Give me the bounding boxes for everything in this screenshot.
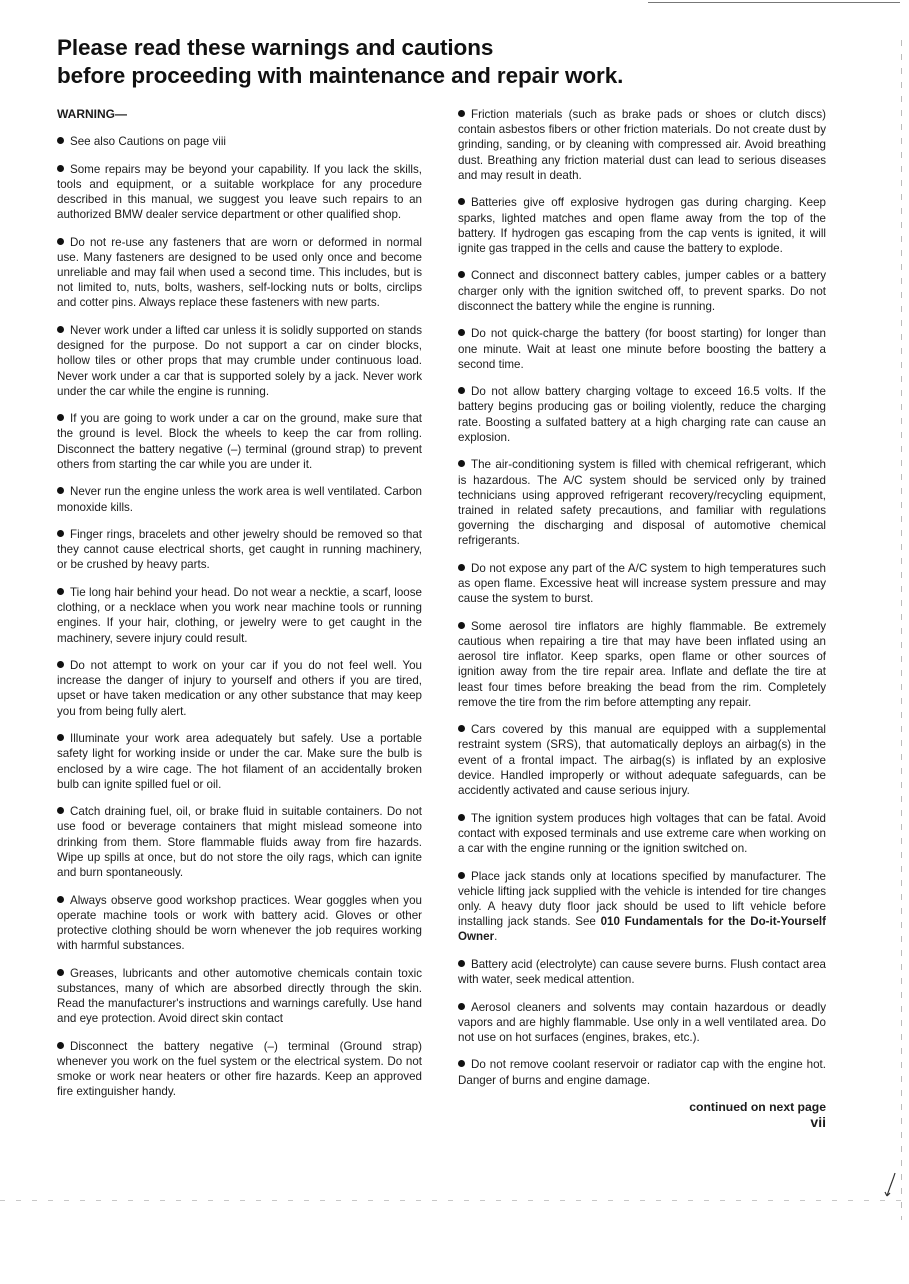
title-line-1: Please read these warnings and cautions bbox=[57, 35, 494, 60]
bullet-icon bbox=[57, 661, 64, 668]
bullet-icon bbox=[458, 329, 465, 336]
bullet-icon bbox=[458, 110, 465, 117]
bullet-icon bbox=[458, 814, 465, 821]
warning-item bbox=[57, 235, 422, 311]
warning-item bbox=[57, 1039, 422, 1100]
warning-item bbox=[458, 1057, 826, 1087]
warning-item bbox=[458, 869, 826, 945]
bullet-icon bbox=[458, 960, 465, 967]
warning-item bbox=[57, 484, 422, 514]
warning-text: Do not quick-charge the battery (for boost starting) for longer than one minute. Wait at least one minute before boosting the battery a second time. bbox=[458, 327, 826, 371]
bullet-icon bbox=[57, 734, 64, 741]
bullet-icon bbox=[458, 1003, 465, 1010]
warning-item bbox=[57, 134, 422, 149]
warning-item bbox=[458, 326, 826, 372]
warning-item bbox=[458, 107, 826, 183]
bullet-icon bbox=[57, 414, 64, 421]
bullet-icon bbox=[57, 326, 64, 333]
warning-item bbox=[57, 893, 422, 954]
warning-item bbox=[458, 384, 826, 445]
cross-reference: 010 Fundamentals for the Do-it-Yourself Owner bbox=[458, 915, 827, 944]
warning-item bbox=[458, 1000, 826, 1046]
warning-item bbox=[57, 966, 422, 1027]
bullet-icon bbox=[57, 530, 64, 537]
top-border-line bbox=[648, 2, 900, 3]
warning-item bbox=[458, 561, 826, 607]
right-warning-list bbox=[458, 107, 826, 1088]
warning-item bbox=[57, 323, 422, 399]
bullet-icon bbox=[458, 198, 465, 205]
warning-text: Do not attempt to work on your car if you do not feel well. You increase the danger of injury to yourself and others if you are tired, upset or have taken medication or any other substance that may keep you from being fully alert. bbox=[57, 659, 422, 718]
bullet-icon bbox=[57, 137, 64, 144]
warning-item bbox=[57, 658, 422, 719]
warning-item bbox=[458, 268, 826, 314]
warning-text: Aerosol cleaners and solvents may contain hazardous or deadly vapors and are highly flammable. Use only in a well ventilated area. Do not use on hot surfaces (engines, brakes, etc.). bbox=[458, 1000, 826, 1044]
warning-text: Battery acid (electrolyte) can cause severe burns. Flush contact area with water, seek medical attention. bbox=[458, 957, 826, 987]
bullet-icon bbox=[458, 460, 465, 467]
warning-text: Connect and disconnect battery cables, jumper cables or a battery charger only with the ignition switched off, to prevent sparks. Do not disconnect the battery while the engine is running. bbox=[458, 269, 826, 313]
bullet-icon bbox=[57, 487, 64, 494]
bullet-icon bbox=[57, 896, 64, 903]
page-number: vii bbox=[810, 1114, 826, 1131]
warning-text: Batteries give off explosive hydrogen gas during charging. Keep sparks, lighted matches and open flame away from the top of the battery. If hydrogen gas escaping from the cap vents is ignited, it will ignite gas trapped in the cells and cause the battery to explode. bbox=[458, 196, 826, 255]
bullet-icon bbox=[458, 564, 465, 571]
warning-text: Place jack stands only at locations specified by manufacturer. The vehicle lifting jack supplied with the vehicle is intended for tire changes only. A heavy duty floor jack should be used to lift vehicle before installing jack stands. See bbox=[458, 869, 826, 929]
warning-item bbox=[458, 957, 826, 987]
warning-text: Catch draining fuel, oil, or brake fluid in suitable containers. Do not use food or beverage containers that might mislead someone into drinking from them. Store flammable fluids away from fire hazards. Wipe up spills at once, but do not store the oily rags, which can ignite and burn spontaneously. bbox=[57, 805, 422, 880]
bullet-icon bbox=[57, 588, 64, 595]
warning-text: Do not re-use any fasteners that are worn or deformed in normal use. Many fasteners are designed to be used only once and become unreliable and may fail when used a second time. This includes, but is not limited to, nuts, bolts, washers, self-locking nuts or bolts, circlips and cotter pins. Always replace these fasteners with new parts. bbox=[57, 235, 422, 310]
bullet-icon bbox=[458, 622, 465, 629]
warning-text: Greases, lubricants and other automotive chemicals contain toxic substances, many of which are absorbed directly through the skin. Read the manufacturer's instructions and warnings carefully. Use hand and eye protection. Avoid direct skin contact bbox=[57, 966, 422, 1026]
warning-text: The air-conditioning system is filled with chemical refrigerant, which is hazardous. The A/C system should be serviced only by trained technicians using approved refrigerant recovery/recycling equipment, trained in related safety precautions, and familiar with regulations governing the discharging and disposal of automotive chemical refrigerants. bbox=[458, 458, 826, 548]
bullet-icon bbox=[458, 725, 465, 732]
warning-text: Tie long hair behind your head. Do not wear a necktie, a scarf, loose clothing, or a necklace when you work near machine tools or running engines. If your hair, clothing, or jewelry were to get caught in the machinery, severe injury could result. bbox=[57, 585, 422, 645]
bullet-icon bbox=[458, 1060, 465, 1067]
warning-text: Always observe good workshop practices. Wear goggles when you operate machine tools or work with battery acid. Gloves or other protective clothing should be worn whenever the job requires working with harmful substances. bbox=[57, 893, 422, 953]
warning-item bbox=[57, 411, 422, 472]
warning-text: Never run the engine unless the work area is well ventilated. Carbon monoxide kills. bbox=[57, 485, 422, 514]
warning-item bbox=[57, 527, 422, 573]
warning-item bbox=[57, 804, 422, 880]
warning-item bbox=[458, 457, 826, 548]
warning-item bbox=[57, 585, 422, 646]
warning-text: Finger rings, bracelets and other jewelry should be removed so that they cannot cause electrical shorts, get caught in running machinery, or be crushed by heavy parts. bbox=[57, 528, 422, 572]
bullet-icon bbox=[57, 238, 64, 245]
warning-text: Do not expose any part of the A/C system to high temperatures such as open flame. Excessive heat will increase system pressure and may cause the system to burst. bbox=[458, 561, 826, 606]
warning-item bbox=[57, 731, 422, 792]
bullet-icon bbox=[57, 165, 64, 172]
warning-text: Some repairs may be beyond your capability. If you lack the skills, tools and equipment, or a suitable workplace for any procedure described in this manual, we suggest you leave such repairs to an authorized BMW dealer service department or other qualified shop. bbox=[57, 162, 422, 222]
bullet-icon bbox=[57, 807, 64, 814]
warning-text: See also Cautions on page viii bbox=[70, 135, 226, 148]
warning-item bbox=[57, 162, 422, 223]
warning-text: Do not allow battery charging voltage to exceed 16.5 volts. If the battery begins producing gas or boiling violently, reduce the charging rate. Boosting a sulfated battery at a high charging rate can cause an explosion. bbox=[458, 385, 826, 444]
scan-right-edge bbox=[901, 40, 902, 1220]
left-warning-list bbox=[57, 134, 422, 1100]
warning-text: Some aerosol tire inflators are highly flammable. Be extremely cautious when repairing a tire that may have been inflated using an aerosol tire inflator. Keep sparks, open flame or other sources of ignition away from the tire repair area. Inflate and deflate the tire at least four times before breaking the bead from the rim. Completely remove the tire from the rim before attempting any repair. bbox=[458, 619, 826, 709]
warning-item bbox=[458, 811, 826, 857]
page-title bbox=[57, 34, 623, 90]
warning-text: Disconnect the battery negative (–) terminal (Ground strap) whenever you work on the fuel system or the electrical system. Do not smoke or work near heaters or other fire hazards. Keep an approved fire extinguisher handy. bbox=[57, 1039, 422, 1099]
continued-note: continued on next page bbox=[689, 1100, 826, 1115]
pen-mark-icon bbox=[884, 1172, 898, 1198]
warning-text: Do not remove coolant reservoir or radiator cap with the engine hot. Danger of burns and engine damage. bbox=[458, 1058, 826, 1087]
warning-text: Never work under a lifted car unless it is solidly supported on stands designed for the purpose. Do not support a car on cinder blocks, hollow tiles or other props that may crumble under continuous load. Never work under a car that is supported solely by a jack. Never work under the car while the engine is running. bbox=[57, 323, 422, 398]
right-column bbox=[458, 107, 826, 1130]
warning-heading: WARNING— bbox=[57, 107, 127, 121]
title-line-2: before proceeding with maintenance and repair work. bbox=[57, 63, 624, 88]
warning-text: If you are going to work under a car on the ground, make sure that the ground is level. Block the wheels to keep the car from rolling. Disconnect the battery negative (–) terminal (ground strap) to prevent others from starting the car while you are under it. bbox=[57, 412, 422, 471]
bullet-icon bbox=[458, 872, 465, 879]
left-column bbox=[57, 107, 422, 1112]
warning-text: The ignition system produces high voltages that can be fatal. Avoid contact with exposed terminals and use extreme care when working on a car with the engine running or the ignition switched on. bbox=[458, 811, 826, 855]
bullet-icon bbox=[458, 271, 465, 278]
scan-bottom-edge bbox=[0, 1200, 909, 1201]
warning-text: . bbox=[494, 930, 498, 944]
warning-text: Cars covered by this manual are equipped with a supplemental restraint system (SRS), that automatically deploys an airbag(s) in the event of a frontal impact. The airbag(s) is inflated by an explosive device. Handled improperly or without adequate safeguards, can be accidently activated and cause serious injury. bbox=[458, 723, 826, 798]
bullet-icon bbox=[458, 387, 465, 394]
warning-text: Friction materials (such as brake pads or shoes or clutch discs) contain asbestos fibers or other friction materials. Do not create dust by grinding, sanding, or by cleaning with compressed air. Avoid breathing dust. Breathing any friction material dust can lead to serious diseases and may result in death. bbox=[458, 108, 826, 182]
warning-text: Illuminate your work area adequately but safely. Use a portable safety light for working inside or under the car. Make sure the bulb is enclosed by a wire cage. The hot filament of an accidentally broken bulb can ignite spilled fuel or oil. bbox=[57, 732, 422, 791]
warning-item bbox=[458, 619, 826, 710]
warning-item bbox=[458, 195, 826, 256]
bullet-icon bbox=[57, 1042, 64, 1049]
bullet-icon bbox=[57, 969, 64, 976]
warning-item bbox=[458, 722, 826, 798]
